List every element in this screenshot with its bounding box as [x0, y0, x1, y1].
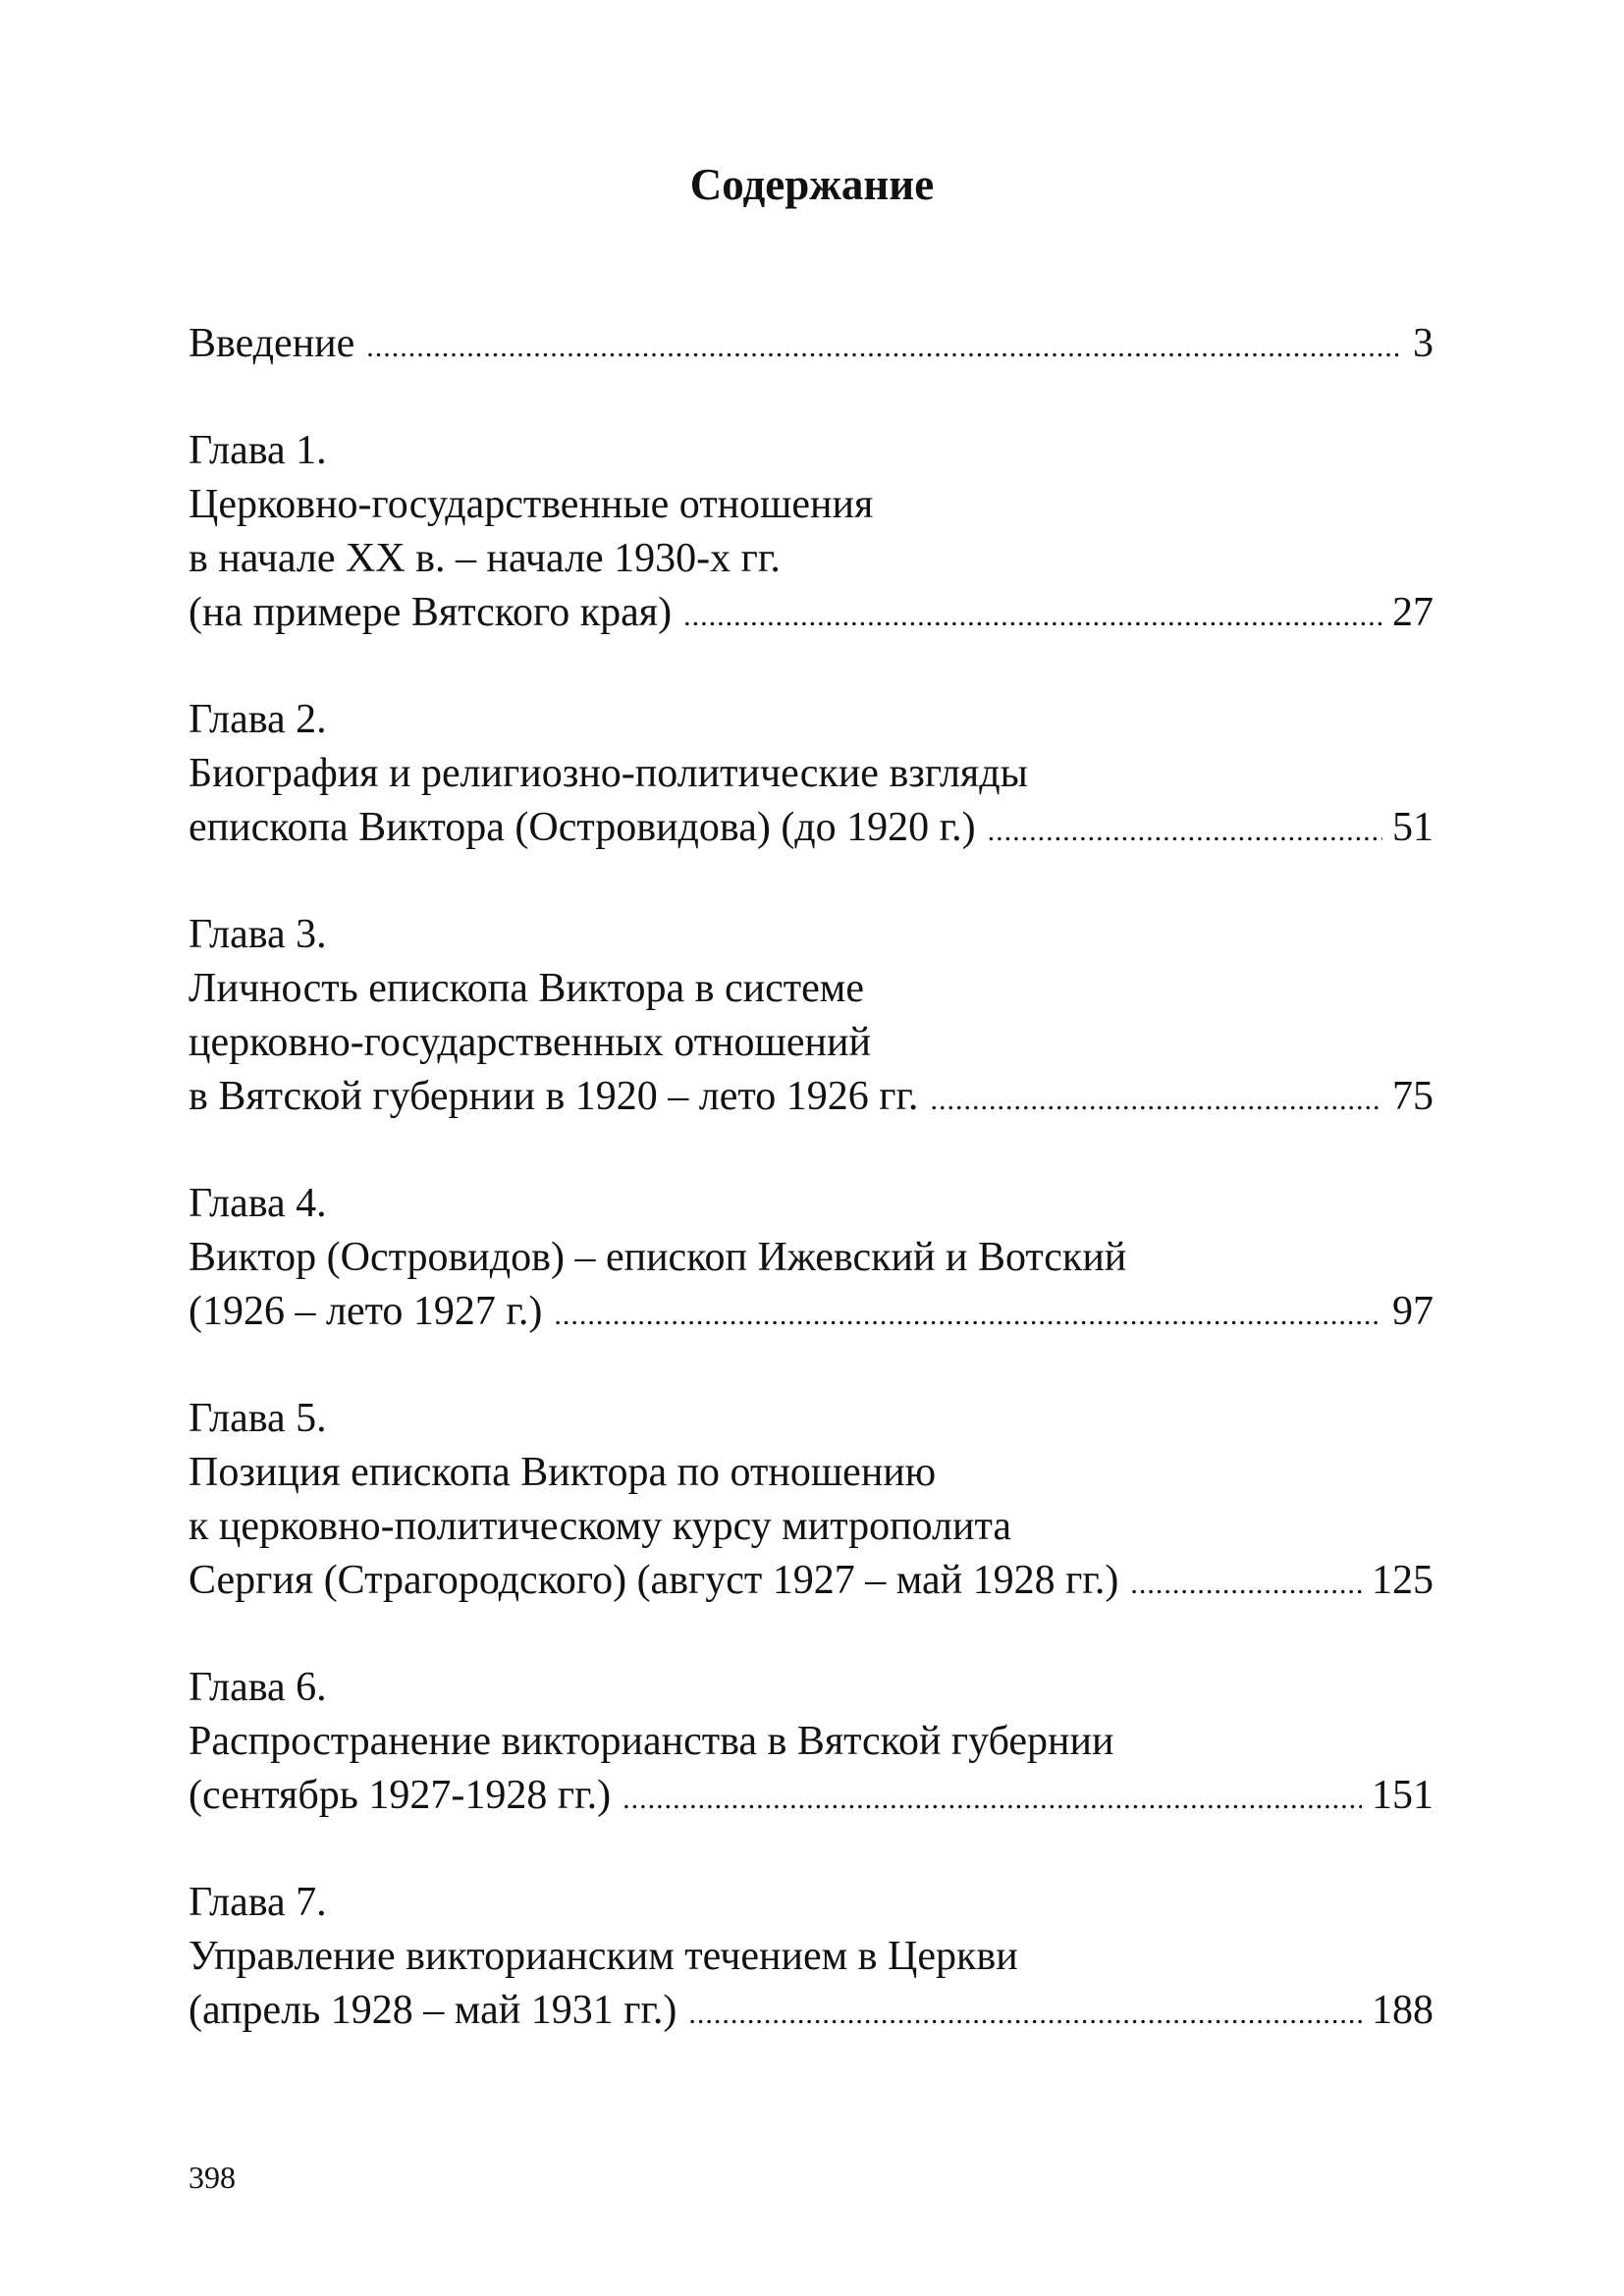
chapter-heading: Глава 1.: [189, 428, 327, 473]
chapter-title-line: в Вятской губернии в 1920 – лето 1926 гг.: [189, 1074, 919, 1119]
chapter-title-line: Распространение викторианства в Вятской губернии: [189, 1719, 1114, 1764]
dot-leader: [688, 1987, 1362, 2041]
chapter-heading: Глава 6.: [189, 1665, 327, 1710]
chapter-title-line: церковно-государственных отношений: [189, 1020, 871, 1065]
chapter-title-line: Церковно-государственные отношения: [189, 482, 874, 527]
chapter-title-line: Сергия (Страгородского) (август 1927 – май 1928 гг.): [189, 1558, 1119, 1603]
chapter-title-line: к церковно-политическому курсу митрополита: [189, 1504, 1011, 1549]
dot-leader: [554, 1288, 1382, 1342]
page-folio-number: 398: [189, 2160, 236, 2195]
toc-entry-chapter-5: [189, 1392, 1434, 1608]
chapter-title-line: (на примере Вятского края): [189, 590, 673, 635]
chapter-title-line: (сентябрь 1927-1928 гг.): [189, 1773, 612, 1818]
dot-leader: [988, 804, 1382, 858]
toc-page-number: 151: [1372, 1773, 1434, 1818]
chapter-heading: Глава 5.: [189, 1396, 327, 1441]
toc-entry-title: Введение: [189, 321, 355, 366]
toc-entry-line-with-page: [189, 1769, 1434, 1823]
toc-entry-chapter-6: [189, 1661, 1434, 1823]
table-of-contents: [189, 317, 1434, 2038]
toc-entry-chapter-2: [189, 693, 1434, 855]
dot-leader: [1130, 1557, 1362, 1611]
toc-entry-line-with-page: [189, 1984, 1434, 2038]
dot-leader: [930, 1073, 1382, 1127]
toc-page-number: 27: [1392, 590, 1434, 635]
dot-leader: [366, 320, 1403, 374]
toc-page-number: 97: [1392, 1289, 1434, 1334]
dot-leader: [683, 589, 1382, 643]
toc-entry-line-with-page: [189, 317, 1434, 371]
chapter-heading: Глава 2.: [189, 697, 327, 742]
toc-entry-line-with-page: [189, 1070, 1434, 1124]
toc-page-number: 125: [1372, 1558, 1434, 1603]
chapter-title-line: Биография и религиозно-политические взгляды: [189, 751, 1028, 796]
chapter-heading: Глава 7.: [189, 1880, 327, 1925]
toc-entry-chapter-4: [189, 1177, 1434, 1339]
chapter-heading: Глава 3.: [189, 912, 327, 957]
chapter-title-line: (1926 – лето 1927 г.): [189, 1289, 543, 1334]
chapter-title-line: Управление викторианским течением в Церкви: [189, 1934, 1018, 1979]
toc-entry-introduction: [189, 317, 1434, 371]
chapter-title-line: в начале XX в. – начале 1930-х гг.: [189, 536, 781, 581]
toc-page-number: 3: [1413, 321, 1434, 366]
chapter-title-line: Личность епископа Виктора в системе: [189, 966, 864, 1011]
toc-entry-chapter-3: [189, 908, 1434, 1124]
chapter-title-line: епископа Виктора (Островидова) (до 1920 г.): [189, 805, 976, 850]
dot-leader: [623, 1772, 1362, 1826]
chapter-title-line: Виктор (Островидов) – епископ Ижевский и Вотский: [189, 1235, 1127, 1280]
toc-page-number: 75: [1392, 1074, 1434, 1119]
chapter-title-line: (апрель 1928 – май 1931 гг.): [189, 1988, 677, 2033]
toc-entry-chapter-7: [189, 1876, 1434, 2038]
chapter-title-line: Позиция епископа Виктора по отношению: [189, 1450, 937, 1495]
toc-entry-line-with-page: [189, 1554, 1434, 1608]
toc-page-number: 51: [1392, 805, 1434, 850]
toc-entry-line-with-page: [189, 801, 1434, 855]
toc-page-number: 188: [1372, 1988, 1434, 2033]
page-title: Содержание: [689, 160, 935, 209]
toc-entry-line-with-page: [189, 1285, 1434, 1339]
toc-entry-chapter-1: [189, 424, 1434, 640]
chapter-heading: Глава 4.: [189, 1181, 327, 1226]
toc-entry-line-with-page: [189, 586, 1434, 640]
